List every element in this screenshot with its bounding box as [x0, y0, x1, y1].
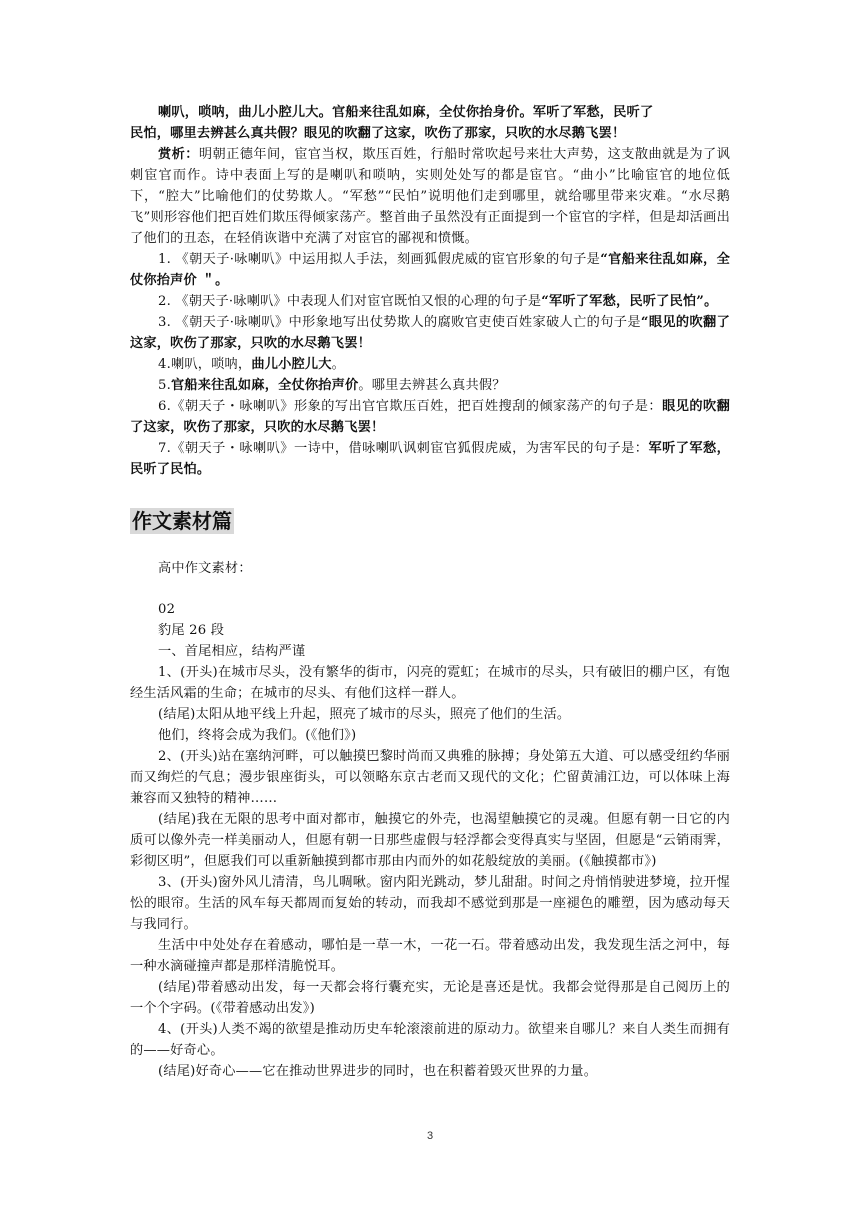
question-item: 4.喇叭，唢呐，曲儿小腔儿大。: [158, 357, 346, 372]
section-subtitle: 豹尾 26 段: [158, 623, 225, 638]
poem-line-1: 喇叭，唢呐，曲儿小腔儿大。官船来往乱如麻，全仗你抬身价。军听了军愁，民听了: [158, 105, 654, 120]
question-item: 3. 《朝天子·咏喇叭》中形象地写出仗势欺人的腐败官吏使百姓家破人亡的句子是“眼见的吹翻了这家，吹伤了那家，只吹的水尽鹅飞罢！: [130, 315, 730, 351]
question-item: 7.《朝天子・咏喇叭》一诗中，借咏喇叭讽刺宦官狐假虎威，为害军民的句子是：军听了军愁，民听了民怕。: [130, 441, 730, 477]
essay-paragraph: 1、(开头)在城市尽头，没有繁华的街市，闪亮的霓虹；在城市的尽头，只有破旧的棚户区，有饱经生活风霜的生命；在城市的尽头、有他们这样一群人。: [130, 665, 730, 701]
essay-paragraph: 2、(开头)站在塞纳河畔，可以触摸巴黎时尚而又典雅的脉搏；身处第五大道、可以感受纽约华丽而又绚烂的气息；漫步银座街头，可以领略东京古老而又现代的文化；伫留黄浦江边，可以体味上海兼容而又独特的精神……: [130, 749, 730, 806]
section-category: 一、首尾相应，结构严谨: [158, 644, 306, 659]
essay-paragraph: 他们，终将会成为我们。(《他们》): [158, 728, 357, 743]
section-intro: 高中作文素材：: [158, 561, 252, 576]
essay-paragraph: (结尾)好奇心——它在推动世界进步的同时，也在积蓄着毁灭世界的力量。: [158, 1064, 598, 1079]
section-number: 02: [158, 602, 176, 617]
essay-paragraph: 3、(开头)窗外风儿清清，鸟儿啁啾。窗内阳光跳动，梦儿甜甜。时间之舟悄悄驶进梦境，拉开惺忪的眼帘。生活的风车每天都周而复始的转动，而我却不感觉到那是一座褪色的雕塑，因为感动每天与我同行。: [130, 875, 730, 932]
essay-paragraph: (结尾)带着感动出发，每一天都会将行囊充实，无论是喜还是忧。我都会觉得那是自己阅历上的一个个字码。(《带着感动出发》): [130, 980, 730, 1016]
question-item: 1. 《朝天子·咏喇叭》中运用拟人手法，刻画狐假虎威的宦官形象的句子是“官船来往乱如麻，全仗你抬声价 ＂。: [130, 252, 730, 288]
essay-paragraph: (结尾)太阳从地平线上升起，照亮了城市的尽头，照亮了他们的生活。: [158, 707, 571, 722]
question-item: 6.《朝天子・咏喇叭》形象的写出官官欺压百姓，把百姓搜刮的倾家荡产的句子是：眼见的吹翻了这家，吹伤了那家，只吹的水尽鹅飞罢！: [130, 399, 731, 435]
poem-line-2: 民怕，哪里去辨甚么真共假？眼见的吹翻了这家，吹伤了那家，只吹的水尽鹅飞罢！: [130, 126, 626, 141]
appreciation-label: 赏析：: [158, 147, 199, 162]
essay-paragraph: (结尾)我在无限的思考中面对都市，触摸它的外壳，也渴望触摸它的灵魂。但愿有朝一日它的内质可以像外壳一样美丽动人，但愿有朝一日那些虚假与轻浮都会变得真实与坚固，但愿是“云销雨霁，彩彻区明”，但愿我们可以重新触摸到都市那由内而外的如花般绽放的美丽。(《触摸都市》): [130, 812, 730, 869]
appreciation-paragraph: 赏析：明朝正德年间，宦官当权，欺压百姓，行船时常吹起号来壮大声势，这支散曲就是为了讽刺宦官而作。诗中表面上写的是喇叭和唢呐，实则处处写的都是宦官。“曲小”比喻宦官的地位低下，“腔大”比喻他们的仗势欺人。“军愁”“民怕”说明他们走到哪里，就给哪里带来灾难。“水尽鹅飞”则形容他们把百姓们欺压得倾家荡产。整首曲子虽然没有正面提到一个宦官的字样，但是却活画出了他们的丑态，在轻俏诙谐中充满了对宦官的鄙视和愤慨。: [130, 147, 730, 246]
question-item: 5.官船来往乱如麻，全仗你抬声价。哪里去辨甚么真共假？: [158, 378, 506, 393]
essay-paragraph: 4、(开头)人类不竭的欲望是推动历史车轮滚滚前进的原动力。欲望来自哪儿？来自人类生而拥有的——好奇心。: [130, 1022, 730, 1058]
page-number: 3: [426, 1130, 434, 1142]
essay-paragraph: 生活中中处处存在着感动，哪怕是一草一木，一花一石。带着感动出发，我发现生活之河中，每一种水滴碰撞声都是那样清脆悦耳。: [130, 938, 730, 974]
question-item: 2. 《朝天子·咏喇叭》中表现人们对宦官既怕又恨的心理的句子是“军听了军愁，民听了民怕”。: [158, 294, 718, 309]
document-page: [130, 102, 730, 1082]
section-heading: 作文素材篇: [132, 509, 232, 533]
